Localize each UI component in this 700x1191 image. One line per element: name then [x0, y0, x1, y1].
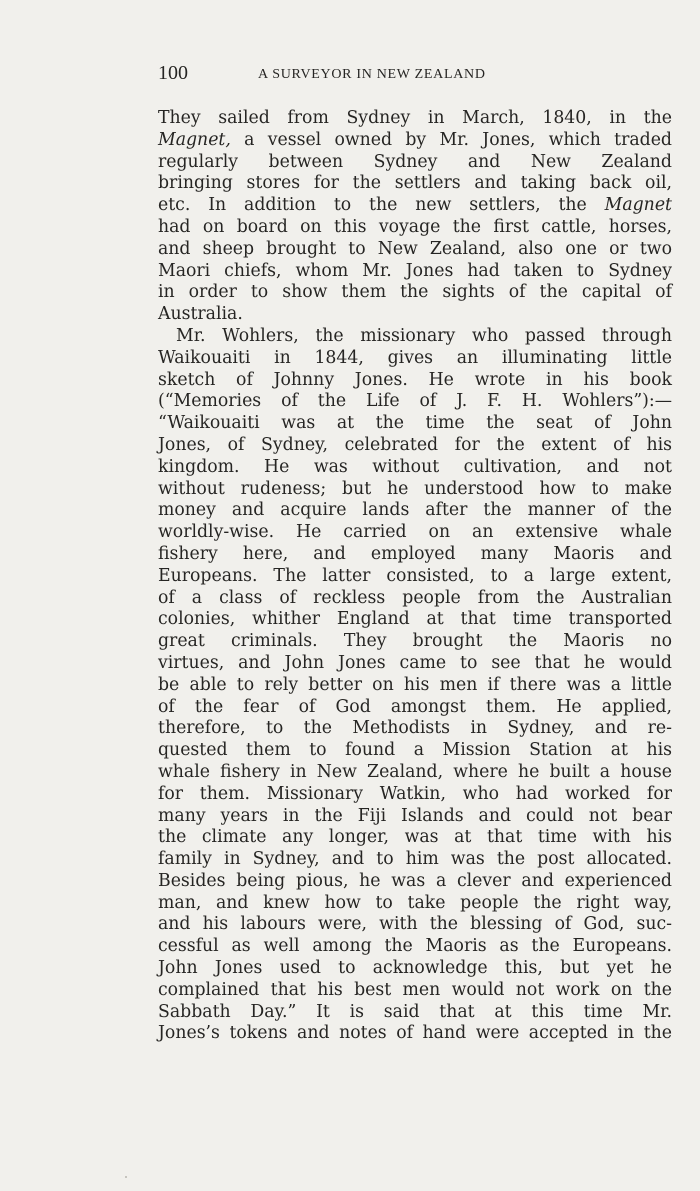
text-line: Maori chiefs, whom Mr. Jones had taken to Sydney	[158, 260, 672, 281]
text-line: Besides being pious, he was a clever and experienced	[158, 870, 672, 891]
text-line: quested them to found a Mission Station at his	[158, 740, 672, 761]
page-number: 100	[158, 62, 188, 84]
text-line: Mr. Wohlers, the missionary who passed through	[176, 325, 672, 346]
text-line: Jones, of Sydney, celebrated for the extent of his	[158, 434, 672, 455]
text-line: sketch of Johnny Jones. He wrote in his book	[158, 369, 672, 390]
text-line: regularly between Sydney and New Zealand	[158, 151, 672, 172]
text-line: many years in the Fiji Islands and could not bear	[158, 805, 672, 826]
page-header	[158, 62, 672, 88]
text-line: had on board on this voyage the first cattle, horses,	[158, 216, 672, 237]
text-line: man, and knew how to take people the right way,	[158, 892, 672, 913]
text-line: family in Sydney, and to him was the post allocated.	[158, 849, 672, 870]
text-line: bringing stores for the settlers and taking back oil,	[158, 173, 672, 194]
text-line: great criminals. They brought the Maoris no	[158, 631, 672, 652]
text-line: complained that his best men would not work on the	[158, 979, 672, 1000]
text-line: Sabbath Day.” It is said that at this time Mr.	[158, 1001, 672, 1022]
text-line: Australia.	[158, 304, 243, 325]
body-text	[158, 108, 672, 1045]
text-line: without rudeness; but he understood how to make	[158, 478, 672, 499]
text-line: therefore, to the Methodists in Sydney, and re-	[158, 718, 672, 739]
text-line: money and acquire lands after the manner of the	[158, 500, 672, 521]
text-line: in order to show them the sights of the capital of	[158, 282, 672, 303]
text-line: worldly-wise. He carried on an extensive whale	[158, 522, 672, 543]
text-line: be able to rely better on his men if there was a little	[158, 674, 672, 695]
text-line: of the fear of God amongst them. He applied,	[158, 696, 672, 717]
text-line: John Jones used to acknowledge this, but yet he	[158, 958, 672, 979]
text-line: Europeans. The latter consisted, to a large extent,	[158, 565, 672, 586]
text-line: and sheep brought to New Zealand, also one or two	[158, 238, 672, 259]
text-line: (“Memories of the Life of J. F. H. Wohlers”):—	[158, 391, 672, 412]
running-head: A SURVEYOR IN NEW ZEALAND	[258, 67, 486, 82]
text-line: etc. In addition to the new settlers, the Magnet	[158, 195, 672, 216]
text-line: Magnet, a vessel owned by Mr. Jones, which traded	[158, 129, 672, 150]
text-line: Jones’s tokens and notes of hand were accepted in the	[158, 1023, 672, 1044]
text-line: kingdom. He was without cultivation, and not	[158, 456, 672, 477]
text-line: and his labours were, with the blessing of God, suc-	[158, 914, 672, 935]
text-line: the climate any longer, was at that time with his	[158, 827, 672, 848]
text-line: colonies, whither England at that time transported	[158, 609, 672, 630]
text-line: fishery here, and employed many Maoris and	[158, 543, 672, 564]
text-line: for them. Missionary Watkin, who had worked for	[158, 783, 672, 804]
text-line: Waikouaiti in 1844, gives an illuminating little	[158, 347, 672, 368]
text-line: “Waikouaiti was at the time the seat of John	[158, 413, 672, 434]
text-line: whale fishery in New Zealand, where he built a house	[158, 761, 672, 782]
text-line: virtues, and John Jones came to see that he would	[158, 652, 672, 673]
text-line: They sailed from Sydney in March, 1840, in the	[158, 108, 672, 128]
text-line: cessful as well among the Maoris as the Europeans.	[158, 936, 672, 957]
paper-speck	[125, 1176, 127, 1178]
text-line: of a class of reckless people from the Australian	[158, 587, 672, 608]
